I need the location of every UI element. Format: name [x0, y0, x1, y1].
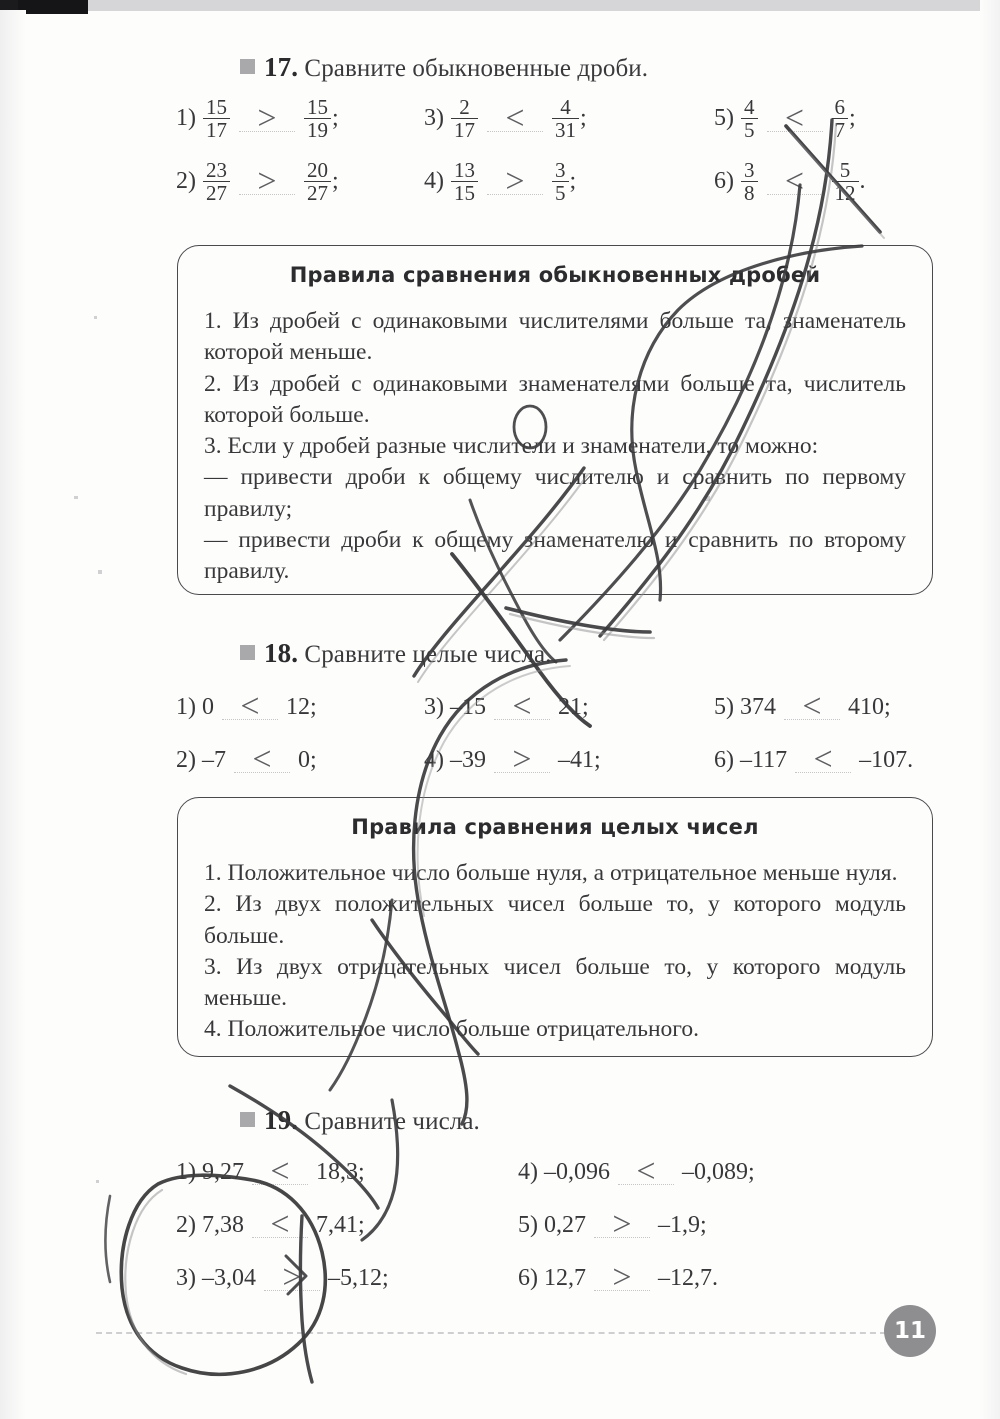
item-punct: ; [332, 105, 339, 132]
answer-slot[interactable] [763, 97, 827, 141]
item-punct: ; [849, 105, 856, 132]
exercise-title: Сравните числа. [304, 1108, 480, 1135]
operand-left: 7,38 [202, 1211, 244, 1238]
fraction-left: $\frac{3}{8}$ [741, 159, 758, 205]
rule-line: — привести дроби к общему числителю и сравнить по первому правилу; [204, 464, 906, 522]
operand-right: 410 [848, 693, 884, 720]
item-punct: ; [382, 1264, 389, 1291]
rule-line: — привести дроби к общему знаменателю и сравнить по второму правилу. [204, 526, 906, 584]
rule-line: 3. Из двух отрицательных чисел больше то, у которого модуль меньше. [204, 953, 906, 1011]
handwritten-sign: > [257, 162, 277, 200]
item-label: 2) [176, 168, 196, 195]
answer-slot[interactable] [780, 685, 844, 729]
answer-slot[interactable] [260, 1256, 324, 1300]
operand-right: 12 [286, 693, 310, 720]
item-label: 4) [518, 1158, 538, 1185]
operand-left: –0,096 [544, 1158, 610, 1185]
item-punct: . [907, 746, 914, 773]
item-label: 1) [176, 1158, 196, 1185]
operand-right: –1,9 [658, 1211, 700, 1238]
operand-right: 7,41 [316, 1211, 358, 1238]
operand-right: –107 [859, 746, 908, 773]
rule-line: 4. Положительное число больше отрицательного. [204, 1016, 699, 1043]
problem-item [714, 96, 856, 142]
problem-item [424, 685, 589, 729]
fraction-right: $\frac{5}{12}$ [832, 159, 859, 205]
problem-item [424, 738, 601, 782]
problem-item [176, 1203, 365, 1247]
item-label: 3) [424, 693, 444, 720]
problem-item [518, 1256, 718, 1300]
problem-item [176, 159, 339, 205]
item-label: 1) [176, 105, 196, 132]
rule-line: 2. Из дробей с одинаковыми знаменателями больше та, числитель которой больше. [204, 370, 906, 428]
scan-left-edge-shadow [0, 10, 26, 1419]
handwritten-sign: < [240, 688, 260, 725]
fraction-right: $\frac{4}{31}$ [552, 96, 579, 142]
problem-item [714, 159, 866, 205]
rule-line: 1. Из дробей с одинаковыми числителями больше та, знаменатель которой меньше. [204, 308, 906, 366]
item-label: 6) [518, 1264, 538, 1291]
handwritten-sign: < [270, 1206, 290, 1243]
answer-slot[interactable] [483, 97, 547, 141]
rules-box-title: Правила сравнения целых чисел [351, 815, 759, 839]
rules-box-fractions [177, 245, 933, 595]
problem-item [424, 96, 587, 142]
item-label: 5) [714, 105, 734, 132]
fraction-right: $\frac{20}{27}$ [304, 159, 331, 205]
item-punct: ; [310, 746, 317, 773]
operand-right: 18,3 [316, 1158, 358, 1185]
handwritten-sign: > [257, 99, 277, 137]
exercise-number: 19. [264, 1105, 299, 1135]
fraction-left: $\frac{2}{17}$ [451, 96, 478, 142]
handwritten-sign: > [512, 741, 532, 778]
rule-line: 1. Положительное число больше нуля, а отрицательное меньше нуля. [204, 860, 898, 886]
answer-slot[interactable] [235, 160, 299, 204]
answer-slot[interactable] [218, 685, 282, 729]
operand-left: 0 [202, 693, 214, 720]
item-punct: ; [358, 1158, 365, 1185]
page-number-badge: 11 [884, 1305, 936, 1357]
answer-slot[interactable] [763, 160, 827, 204]
handwritten-sign: < [252, 741, 272, 778]
answer-slot[interactable] [791, 738, 855, 782]
problem-item [518, 1150, 755, 1194]
handwritten-sign: < [636, 1153, 656, 1190]
operand-left: –39 [450, 746, 486, 773]
square-bullet-icon [240, 59, 255, 74]
operand-left: –117 [740, 746, 788, 773]
operand-left: 12,7 [544, 1264, 586, 1291]
item-punct: ; [700, 1211, 707, 1238]
scan-speck [96, 1180, 99, 1183]
handwritten-sign: < [784, 162, 805, 200]
item-punct: ; [580, 105, 587, 132]
fraction-left: $\frac{23}{27}$ [203, 159, 230, 205]
fraction-right: $\frac{6}{7}$ [832, 96, 849, 142]
handwritten-sign: > [612, 1206, 632, 1243]
item-punct: ; [310, 693, 317, 720]
item-punct: ; [748, 1158, 755, 1185]
square-bullet-icon [240, 1112, 255, 1127]
handwritten-sign: > [282, 1259, 302, 1296]
item-label: 4) [424, 168, 444, 195]
exercise-heading-17 [240, 52, 648, 83]
fraction-right: $\frac{15}{19}$ [304, 96, 331, 142]
operand-left: 9,27 [202, 1158, 244, 1185]
scan-speck [74, 496, 78, 499]
answer-slot[interactable] [483, 160, 547, 204]
scan-right-edge-shadow [980, 0, 1000, 1419]
problem-item [176, 1150, 365, 1194]
pencil-stroke [506, 608, 650, 632]
problem-item [176, 1256, 389, 1300]
exercise-title: Сравните целые числа. [304, 641, 552, 668]
handwritten-sign: < [512, 688, 532, 725]
problem-item [176, 738, 317, 782]
item-label: 5) [518, 1211, 538, 1238]
operand-right: –0,089 [682, 1158, 748, 1185]
problem-item [176, 96, 339, 142]
rule-line: 2. Из двух положительных чисел больше то, у которого модуль больше. [204, 891, 906, 949]
rules-box-integers [177, 797, 933, 1057]
exercise-heading-18 [240, 638, 552, 669]
fraction-left: $\frac{4}{5}$ [741, 96, 758, 142]
scan-top-band [0, 0, 1000, 11]
rules-box-title: Правила сравнения обыкновенных дробей [289, 263, 821, 287]
handwritten-sign: > [505, 162, 525, 200]
item-label: 6) [714, 168, 734, 195]
handwritten-sign: < [270, 1153, 290, 1190]
problem-item [714, 685, 891, 729]
exercise-number: 18. [264, 638, 299, 668]
operand-right: 21 [558, 693, 582, 720]
problem-item [714, 738, 913, 782]
item-punct: ; [358, 1211, 365, 1238]
pencil-stroke [510, 614, 654, 638]
operand-right: –41 [558, 746, 594, 773]
fraction-left: $\frac{13}{15}$ [451, 159, 478, 205]
handwritten-sign: < [813, 741, 833, 778]
fraction-right: $\frac{3}{5}$ [552, 159, 569, 205]
operand-left: –3,04 [202, 1264, 256, 1291]
answer-slot[interactable] [490, 738, 554, 782]
answer-slot[interactable] [490, 685, 554, 729]
footer-divider [96, 1332, 886, 1334]
operand-left: 0,27 [544, 1211, 586, 1238]
operand-right: –12,7 [658, 1264, 712, 1291]
item-punct: . [712, 1264, 718, 1291]
operand-left: –15 [450, 693, 486, 720]
item-punct: ; [569, 168, 577, 195]
exercise-number: 17. [264, 52, 299, 82]
pencil-stroke [106, 1196, 111, 1282]
operand-right: –5,12 [328, 1264, 382, 1291]
item-label: 5) [714, 693, 734, 720]
problem-item [518, 1203, 707, 1247]
handwritten-sign: < [505, 99, 525, 137]
answer-slot[interactable] [614, 1150, 678, 1194]
item-punct: ; [884, 693, 891, 720]
answer-slot[interactable] [235, 97, 299, 141]
rule-line: 3. Если у дробей разные числители и знаменатели, то можно: [204, 433, 819, 459]
scan-speck [94, 316, 97, 319]
item-label: 3) [424, 105, 444, 132]
item-punct: . [859, 168, 866, 195]
item-label: 2) [176, 746, 196, 773]
item-punct: ; [582, 693, 589, 720]
item-label: 3) [176, 1264, 196, 1291]
answer-slot[interactable] [590, 1203, 654, 1247]
scan-speck [98, 570, 102, 574]
problem-item [176, 685, 317, 729]
item-label: 1) [176, 693, 196, 720]
answer-slot[interactable] [248, 1150, 312, 1194]
exercise-title: Сравните обыкновенные дроби. [304, 55, 649, 82]
handwritten-sign: > [612, 1259, 632, 1296]
item-punct: ; [332, 168, 339, 195]
operand-left: –7 [202, 746, 226, 773]
answer-slot[interactable] [590, 1256, 654, 1300]
exercise-heading-19 [240, 1105, 480, 1136]
operand-right: 0 [298, 746, 310, 773]
square-bullet-icon [240, 645, 255, 660]
handwritten-sign: < [784, 99, 805, 137]
item-punct: ; [594, 746, 601, 773]
fraction-left: $\frac{15}{17}$ [203, 96, 230, 142]
answer-slot[interactable] [248, 1203, 312, 1247]
problem-item [424, 159, 576, 205]
operand-left: 374 [740, 693, 776, 720]
item-label: 4) [424, 746, 444, 773]
handwritten-sign: < [802, 688, 822, 725]
item-label: 2) [176, 1211, 196, 1238]
item-label: 6) [714, 746, 734, 773]
answer-slot[interactable] [230, 738, 294, 782]
